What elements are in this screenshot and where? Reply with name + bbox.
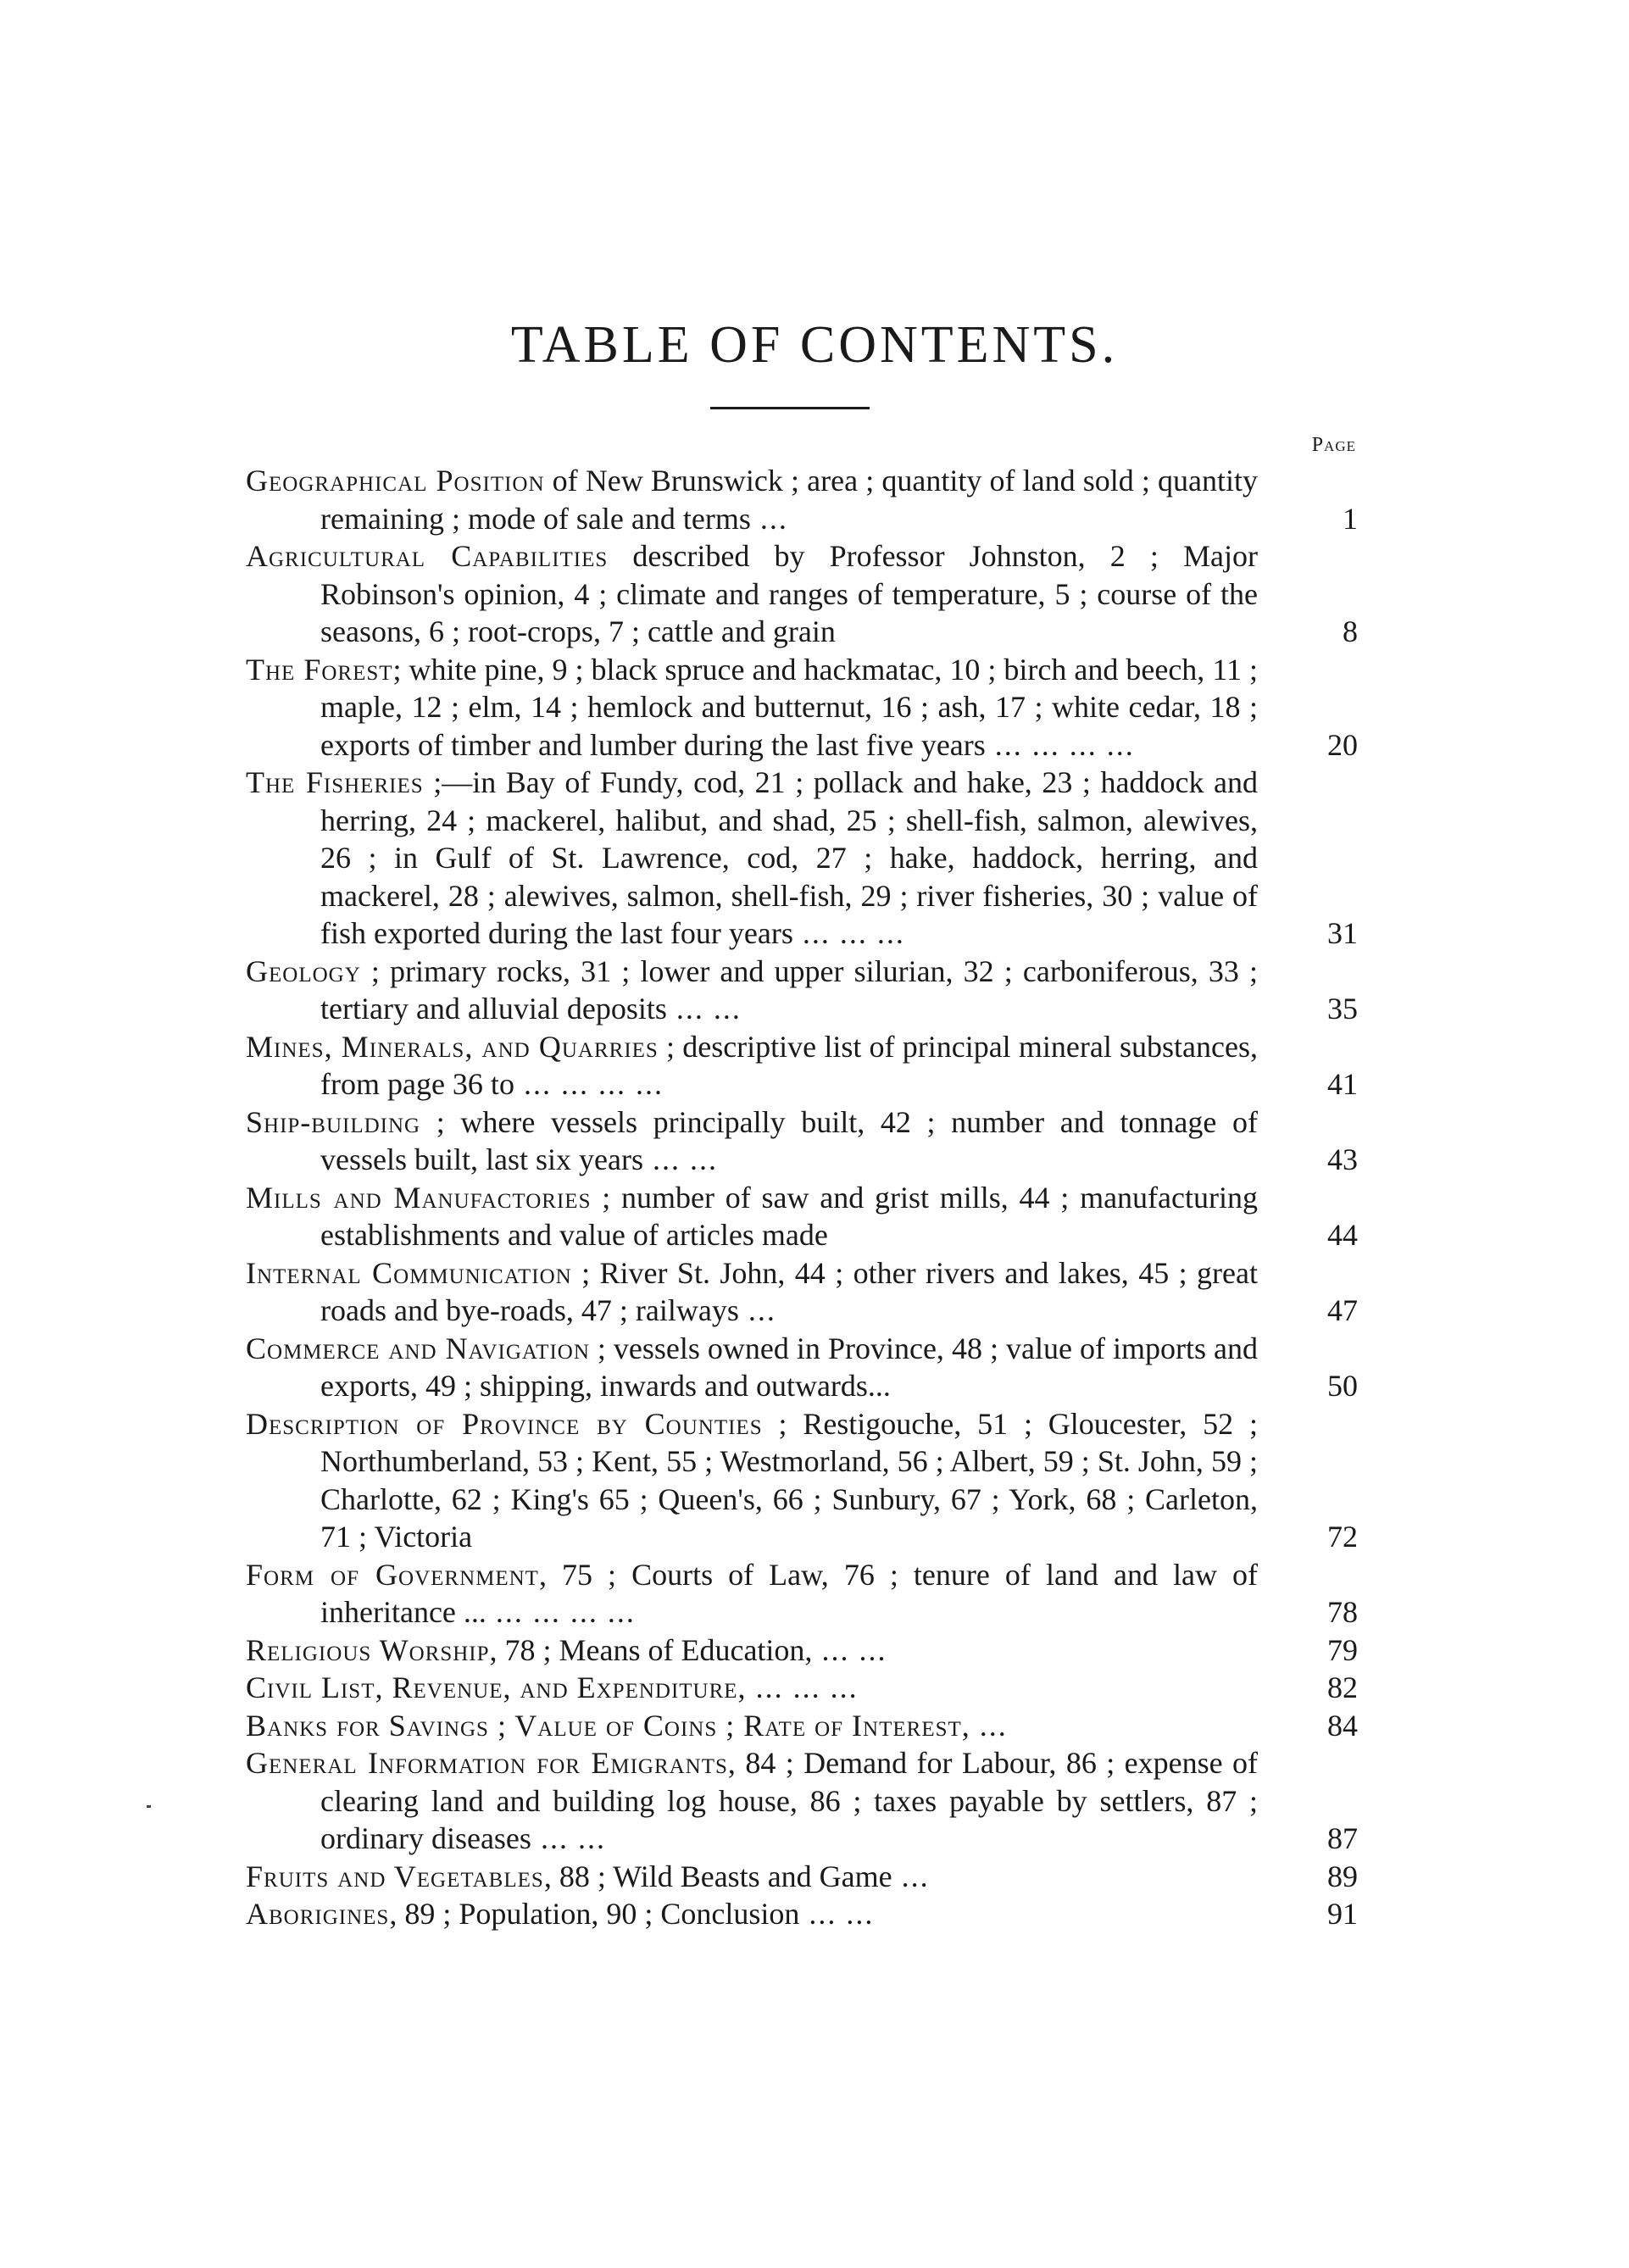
toc-entry [246,1254,1358,1330]
print-speck [147,1805,151,1808]
entry-page-number: 8 [1343,614,1358,648]
entry-leader-dots: ... ... ... [792,916,905,950]
entry-page-number: 89 [1327,1859,1358,1893]
toc-entry [246,462,1358,537]
entry-leader-dots: ... ... ... ... [514,1067,664,1101]
entry-page-number: 78 [1327,1595,1358,1629]
toc-entry [246,1405,1358,1556]
entry-page-number: 20 [1327,727,1358,762]
entry-leader-dots: ... [738,1293,776,1327]
toc-entry [246,1858,1358,1896]
entry-leader-dots: ... ... [812,1632,887,1667]
toc-entry [246,1707,1358,1745]
entry-page-number: 84 [1327,1708,1358,1743]
entry-leader-dots: ... [970,1708,1008,1743]
toc-entry [246,1103,1358,1179]
entry-page-number: 91 [1327,1897,1358,1931]
entry-text: described by Professor Johnston, 2 ; Major Robinson's opinion, 4 ; climate and ranges of temperature, 5 ; course of the seasons, 6 ; root-crops, 7 ; cattle and grain [320,539,1258,648]
toc-entry [246,1669,1358,1707]
entry-page-number: 47 [1327,1293,1358,1327]
entry-heading: Mines, Minerals, and Quarries [246,1029,659,1064]
entry-page-number: 79 [1327,1632,1358,1667]
toc-entry [246,1179,1358,1254]
toc-entry [246,764,1358,953]
entry-text: ; where vessels principally built, 42 ; number and tonnage of vessels built, last six years [320,1104,1258,1176]
entry-heading: General Information for Emigrants [246,1746,728,1780]
entry-text: ; vessels owned in Province, 48 ; value of imports and exports, 49 ; shipping, inwards and outwards... [320,1331,1258,1403]
toc-entry [246,1028,1358,1103]
entry-heading: Geology [246,953,361,988]
entry-heading: Description of Province by Counties [246,1406,763,1441]
entry-page-number: 50 [1327,1369,1358,1403]
entry-leader-dots: ... ... [666,992,742,1026]
entry-leader-dots: ... ... ... ... [486,1595,636,1629]
entry-text: ; primary rocks, 31 ; lower and upper silurian, 32 ; carboniferous, 33 ; tertiary and alluvial deposits [320,953,1258,1026]
entry-text: ; River St. John, 44 ; other rivers and lakes, 45 ; great roads and bye-roads, 47 ; railways [320,1255,1258,1327]
entry-heading: Civil List, Revenue, and Expenditure, [246,1670,747,1704]
entry-page-number: 82 [1327,1670,1358,1704]
contents-list [246,462,1358,1933]
entry-leader-dots: ... [892,1859,930,1893]
entry-page-number: 35 [1327,992,1358,1026]
entry-text: ; number of saw and grist mills, 44 ; manufacturing establishments and value of articles made [320,1180,1258,1252]
entry-heading: Banks for Savings ; Value of Coins ; Rate of Interest, [246,1708,970,1743]
entry-leader-dots: ... ... [531,1821,606,1855]
page-title: TABLE OF CONTENTS. [510,316,1119,374]
entry-text: , 88 ; Wild Beasts and Game [543,1859,892,1893]
entry-leader-dots: ... ... [642,1142,718,1176]
entry-heading: The Fisheries [246,765,424,799]
entry-heading: Ship-building [246,1104,421,1139]
entry-leader-dots: ... ... [799,1897,875,1931]
page-column-label: Page [1311,434,1356,456]
entry-leader-dots: ... ... ... [746,1670,859,1704]
toc-entry [246,537,1358,651]
entry-page-number: 87 [1327,1821,1358,1855]
entry-heading: Commerce and Navigation [246,1331,590,1365]
toc-entry [246,1556,1358,1632]
entry-text: ;—in Bay of Fundy, cod, 21 ; pollack and hake, 23 ; haddock and herring, 24 ; mackerel, halibut, and shad, 25 ; shell-fish, salmon, alewives, 26 ; in Gulf of St. Lawrence, cod, 27 ; hake, haddock, herring, and mackerel, 28 ; alewives, salmon, shell-fish, 29 ; river fisheries, 30 ; value of fish exported during the last four years [320,765,1258,950]
entry-heading: Fruits and Vegetables [246,1859,544,1893]
entry-page-number: 41 [1327,1067,1358,1101]
entry-heading: Internal Communication [246,1255,572,1290]
toc-entry [246,953,1358,1028]
entry-leader-dots: ... ... ... ... [985,727,1135,762]
entry-heading: Geographical Position [246,464,545,498]
entry-text: ; white pine, 9 ; black spruce and hackmatac, 10 ; birch and beech, 11 ; maple, 12 ; elm, 14 ; hemlock and butternut, 16 ; ash, 17 ; white cedar, 18 ; exports of timber and lumber during the last five years [320,652,1258,762]
entry-heading: Mills and Manufactories [246,1180,592,1215]
entry-text: , 84 ; Demand for Labour, 86 ; expense of clearing land and building log house, 86 ; taxes payable by settlers, 87 ; ordinary diseases [320,1746,1258,1855]
entry-page-number: 31 [1327,916,1358,950]
entry-page-number: 1 [1343,501,1358,536]
title-rule [710,407,870,409]
entry-heading: Agricultural Capabilities [246,539,609,573]
entry-text: ; descriptive list of principal mineral substances, from page 36 to [320,1029,1258,1101]
toc-entry [246,1744,1358,1858]
entry-heading: Aborigines [246,1897,390,1931]
entry-page-number: 72 [1327,1520,1358,1554]
toc-entry [246,651,1358,764]
entry-heading: Religious Worship [246,1632,490,1667]
entry-page-number: 44 [1327,1218,1358,1252]
entry-text: , 89 ; Population, 90 ; Conclusion [389,1897,800,1931]
toc-entry [246,1632,1358,1670]
entry-text: , 78 ; Means of Education, [489,1632,813,1667]
entry-leader-dots: ... [750,501,788,536]
entry-heading: The Forest [246,652,393,687]
entry-text: , 75 ; Courts of Law, 76 ; tenure of land and law of inheritance ... [320,1557,1258,1629]
toc-entry [246,1895,1358,1933]
entry-page-number: 43 [1327,1142,1358,1176]
toc-entry [246,1330,1358,1405]
entry-text: ; Restigouche, 51 ; Gloucester, 52 ; Northumberland, 53 ; Kent, 55 ; Westmorland, 56 ; Albert, 59 ; St. John, 59 ; Charlotte, 62 ; King's 65 ; Queen's, 66 ; Sunbury, 67 ; York, 68 ; Carleton, 71 ; Victoria [320,1406,1258,1554]
entry-heading: Form of Government [246,1557,539,1592]
entry-text: of New Brunswick ; area ; quantity of land sold ; quantity remaining ; mode of sale and terms [320,464,1258,536]
